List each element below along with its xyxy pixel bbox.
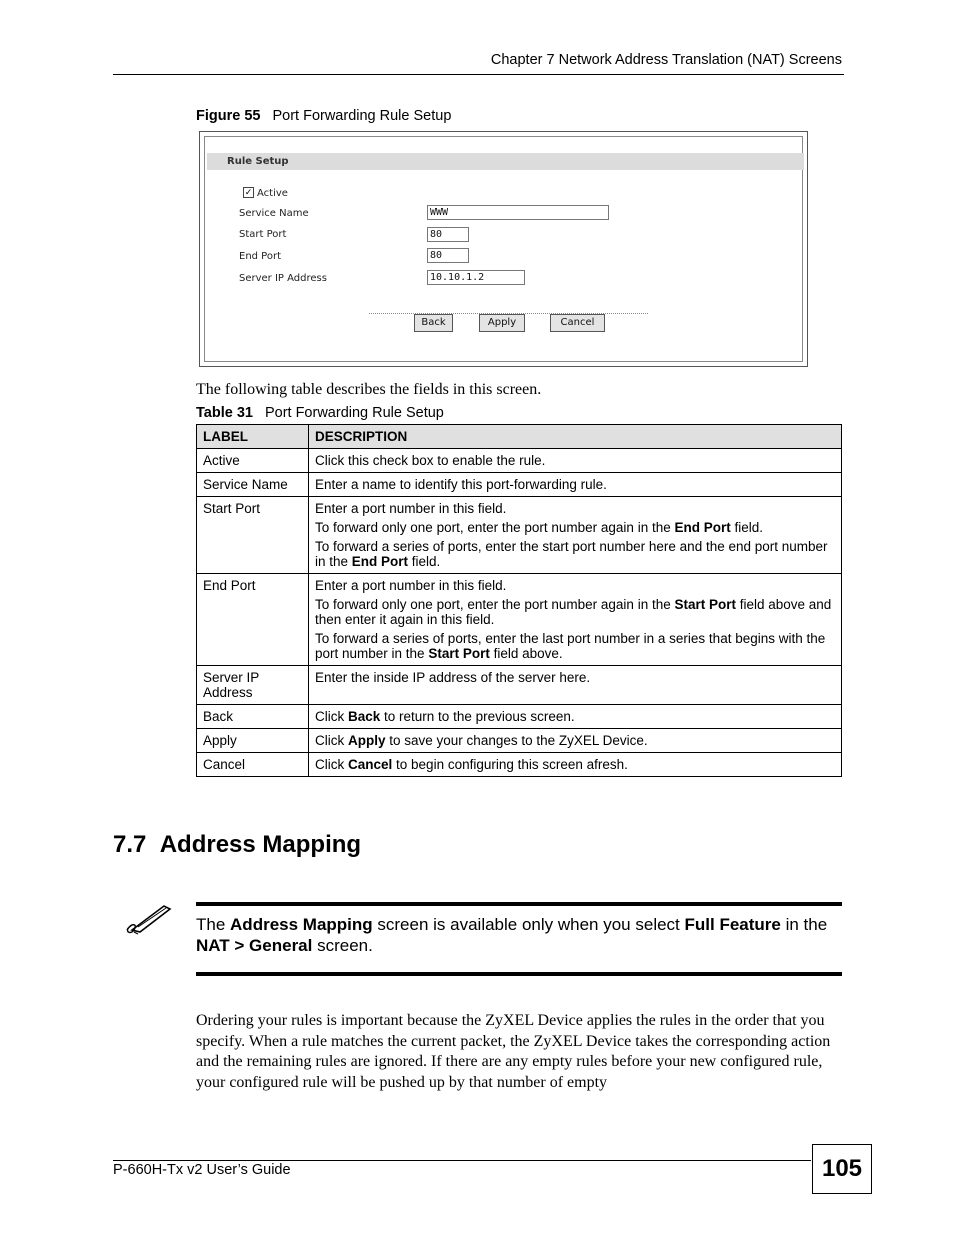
note-pen-icon xyxy=(124,900,174,936)
server-ip-input[interactable]: 10.10.1.2 xyxy=(427,270,525,285)
figure-caption xyxy=(196,108,451,124)
body-paragraph: Ordering your rules is important because the ZyXEL Device applies the rules in the order that you specify. When a rule matches the current packet, the ZyXEL Device takes the corresponding action and the remaining rules are ignored. If there are any empty rules before your new configured rule, your configured rule will be pushed up by that number of empty xyxy=(196,1012,831,1091)
rule-setup-screenshot xyxy=(199,131,808,367)
active-checkbox[interactable]: ✓ xyxy=(244,187,253,197)
row-label: Server IP Address xyxy=(197,666,309,705)
section-title: Address Mapping xyxy=(159,831,362,858)
section-heading xyxy=(113,831,361,859)
table-row xyxy=(197,705,842,729)
description-paragraph: To forward only one port, enter the port number again in the Start Port field above and then enter it again in this field. xyxy=(315,597,832,627)
row-label: Apply xyxy=(197,729,309,753)
description-paragraph: Enter a port number in this field. xyxy=(315,578,507,593)
start-port-label: Start Port xyxy=(239,229,287,240)
table-row xyxy=(197,497,842,574)
description-paragraph: To forward a series of ports, enter the last port number in a series that begins with the port number in the Start Port field above. xyxy=(315,631,826,661)
row-description xyxy=(309,729,842,753)
screenshot-panel xyxy=(204,136,803,362)
row-description xyxy=(309,753,842,777)
table-row xyxy=(197,449,842,473)
active-label: Active xyxy=(257,188,288,199)
note-top-rule xyxy=(196,902,842,906)
cancel-button[interactable]: Cancel xyxy=(550,314,605,332)
server-ip-label: Server IP Address xyxy=(239,273,327,284)
table-row xyxy=(197,666,842,705)
footer-guide-title: P-660H-Tx v2 User’s Guide xyxy=(113,1162,291,1178)
section-number: 7.7 xyxy=(113,831,147,858)
note-bottom-rule xyxy=(196,972,842,976)
table-number: Table 31 xyxy=(196,405,253,421)
description-paragraph: Click Apply to save your changes to the ZyXEL Device. xyxy=(315,733,648,748)
row-description xyxy=(309,705,842,729)
description-paragraph: Enter a name to identify this port-forwarding rule. xyxy=(315,477,607,492)
row-description xyxy=(309,473,842,497)
table-row xyxy=(197,473,842,497)
note-text: The Address Mapping screen is available only when you select Full Feature in the NAT > General screen. xyxy=(196,915,828,955)
rule-setup-title-bar: Rule Setup xyxy=(207,153,804,170)
end-port-label: End Port xyxy=(239,251,282,262)
description-paragraph: To forward a series of ports, enter the start port number here and the end port number in the End Port field. xyxy=(315,539,828,569)
service-name-input[interactable]: WWW xyxy=(427,205,609,220)
description-column-header: DESCRIPTION xyxy=(309,425,842,449)
description-paragraph: Click this check box to enable the rule. xyxy=(315,453,546,468)
row-description xyxy=(309,666,842,705)
end-port-input[interactable]: 80 xyxy=(427,248,469,263)
page-number: 105 xyxy=(812,1144,872,1194)
description-paragraph: Enter a port number in this field. xyxy=(315,501,507,516)
row-label: Back xyxy=(197,705,309,729)
field-description-table xyxy=(196,424,842,777)
row-label: Active xyxy=(197,449,309,473)
row-label: End Port xyxy=(197,574,309,666)
description-paragraph: Click Back to return to the previous screen. xyxy=(315,709,575,724)
row-label: Start Port xyxy=(197,497,309,574)
table-body xyxy=(197,449,842,777)
row-label: Cancel xyxy=(197,753,309,777)
footer-rule xyxy=(113,1160,811,1161)
description-paragraph: Enter the inside IP address of the server here. xyxy=(315,670,591,685)
label-column-header: LABEL xyxy=(197,425,309,449)
row-description xyxy=(309,497,842,574)
table-row xyxy=(197,574,842,666)
table-header-row xyxy=(197,425,842,449)
start-port-input[interactable]: 80 xyxy=(427,227,469,242)
description-paragraph: Click Cancel to begin configuring this screen afresh. xyxy=(315,757,628,772)
table-title: Port Forwarding Rule Setup xyxy=(264,405,444,421)
table-caption xyxy=(196,405,444,421)
description-paragraph: To forward only one port, enter the port number again in the End Port field. xyxy=(315,520,763,535)
table-row xyxy=(197,753,842,777)
back-button[interactable]: Back xyxy=(414,314,453,332)
apply-button[interactable]: Apply xyxy=(479,314,525,332)
service-name-label: Service Name xyxy=(239,208,309,219)
row-description xyxy=(309,449,842,473)
intro-paragraph: The following table describes the fields in this screen. xyxy=(196,381,542,398)
figure-title: Port Forwarding Rule Setup xyxy=(272,108,452,124)
running-header: Chapter 7 Network Address Translation (NAT) Screens xyxy=(490,52,842,68)
row-label: Service Name xyxy=(197,473,309,497)
table-row xyxy=(197,729,842,753)
header-rule xyxy=(113,74,844,75)
figure-number: Figure 55 xyxy=(196,108,261,124)
row-description xyxy=(309,574,842,666)
